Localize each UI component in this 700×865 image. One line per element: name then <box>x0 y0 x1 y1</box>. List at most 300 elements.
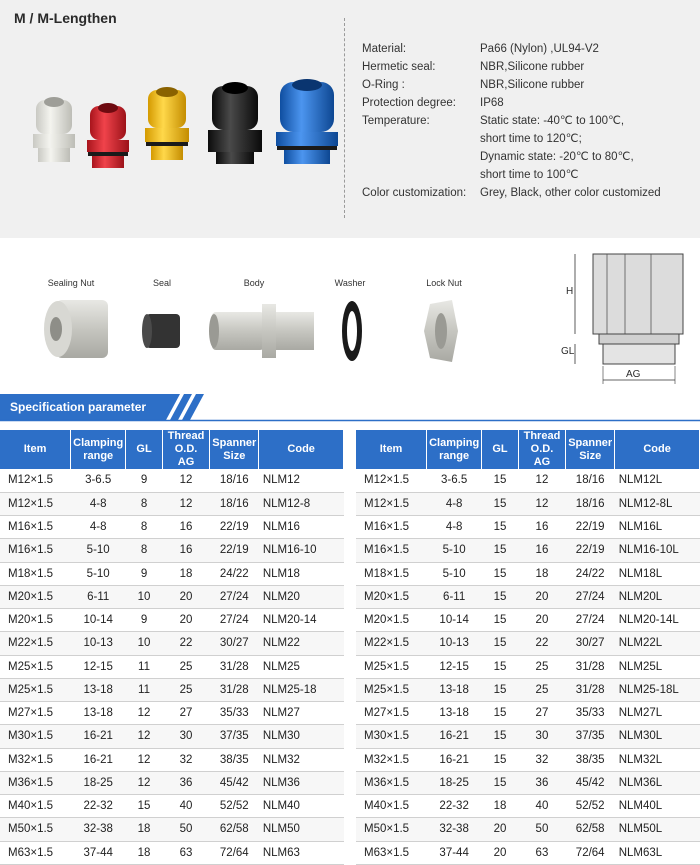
cell-code: NLM12-8 <box>259 492 344 515</box>
property-row <box>362 76 680 94</box>
header-gl: GL <box>482 430 519 469</box>
cell-clamping-range: 3-6.5 <box>427 469 482 492</box>
cell-clamping-range: 5-10 <box>427 562 482 585</box>
cell-gl: 15 <box>482 516 519 539</box>
cell-spanner-size: 72/64 <box>210 841 259 864</box>
cell-gl: 10 <box>126 632 163 655</box>
cell-spanner-size: 18/16 <box>566 492 615 515</box>
cell-item: M36×1.5 <box>356 771 427 794</box>
table-row <box>0 725 344 748</box>
cell-clamping-range: 4-8 <box>427 492 482 515</box>
cell-gl: 15 <box>482 539 519 562</box>
cell-item: M12×1.5 <box>0 492 71 515</box>
cell-gl: 15 <box>126 795 163 818</box>
cell-clamping-range: 37-44 <box>71 841 126 864</box>
cell-code: NLM12L <box>615 469 700 492</box>
cell-item: M40×1.5 <box>356 795 427 818</box>
property-row <box>362 94 680 112</box>
cell-spanner-size: 27/24 <box>566 609 615 632</box>
cell-clamping-range: 13-18 <box>427 678 482 701</box>
table-header-row <box>356 430 700 469</box>
cell-gl: 12 <box>126 725 163 748</box>
cell-gl: 10 <box>126 585 163 608</box>
table-row <box>0 562 344 585</box>
header-thread-od: Thread O.D. AG <box>518 430 565 469</box>
property-value: Dynamic state: -20℃ to 80℃, <box>480 151 634 163</box>
property-value: short time to 120℃; <box>480 133 582 145</box>
table-row <box>356 678 700 701</box>
table-row <box>0 492 344 515</box>
cell-spanner-size: 18/16 <box>566 469 615 492</box>
property-row <box>362 148 680 166</box>
cell-gl: 15 <box>482 655 519 678</box>
cell-spanner-size: 37/35 <box>566 725 615 748</box>
cell-code: NLM20 <box>259 585 344 608</box>
cell-gl: 20 <box>482 818 519 841</box>
cell-clamping-range: 10-14 <box>427 609 482 632</box>
cell-code: NLM16 <box>259 516 344 539</box>
cell-item: M30×1.5 <box>0 725 71 748</box>
table-row <box>0 516 344 539</box>
cell-clamping-range: 4-8 <box>427 516 482 539</box>
cell-item: M18×1.5 <box>0 562 71 585</box>
cell-clamping-range: 12-15 <box>71 655 126 678</box>
cell-thread-od: 20 <box>518 585 565 608</box>
cell-item: M36×1.5 <box>0 771 71 794</box>
cell-gl: 15 <box>482 609 519 632</box>
cell-gl: 15 <box>482 771 519 794</box>
cell-spanner-size: 18/16 <box>210 469 259 492</box>
cell-code: NLM63 <box>259 841 344 864</box>
cell-clamping-range: 13-18 <box>71 678 126 701</box>
table-row <box>356 609 700 632</box>
table-row <box>0 795 344 818</box>
property-list <box>362 40 680 202</box>
table-row <box>356 562 700 585</box>
cell-item: M32×1.5 <box>0 748 71 771</box>
yellow-gland <box>145 87 189 160</box>
table-row <box>356 632 700 655</box>
cell-clamping-range: 10-13 <box>71 632 126 655</box>
cell-thread-od: 12 <box>162 469 209 492</box>
property-label: Protection degree: <box>362 97 456 109</box>
table-row <box>0 748 344 771</box>
cell-code: NLM22 <box>259 632 344 655</box>
property-value: Pa66 (Nylon) ,UL94-V2 <box>480 43 599 55</box>
cell-code: NLM36L <box>615 771 700 794</box>
cell-spanner-size: 24/22 <box>566 562 615 585</box>
part-label-washer: Washer <box>334 278 366 288</box>
table-row <box>356 771 700 794</box>
header-spanner-size: Spanner Size <box>566 430 615 469</box>
product-overview-panel <box>0 0 700 238</box>
table-row <box>0 609 344 632</box>
cell-clamping-range: 16-21 <box>71 725 126 748</box>
lock-nut-part <box>424 300 458 362</box>
cell-spanner-size: 18/16 <box>210 492 259 515</box>
part-label-body: Body <box>243 278 265 288</box>
exploded-parts-illustration <box>0 290 480 380</box>
table-row <box>0 841 344 864</box>
cell-code: NLM27L <box>615 702 700 725</box>
cell-gl: 15 <box>482 678 519 701</box>
table-row <box>0 539 344 562</box>
property-value: Grey, Black, other color customized <box>480 187 661 199</box>
table-row <box>0 655 344 678</box>
cell-item: M20×1.5 <box>0 585 71 608</box>
cell-item: M63×1.5 <box>0 841 71 864</box>
property-row <box>362 58 680 76</box>
property-row <box>362 166 680 184</box>
cell-spanner-size: 27/24 <box>210 585 259 608</box>
table-row <box>0 585 344 608</box>
table-row <box>356 492 700 515</box>
cell-spanner-size: 37/35 <box>210 725 259 748</box>
property-value: IP68 <box>480 97 504 109</box>
cell-spanner-size: 27/24 <box>566 585 615 608</box>
cell-spanner-size: 22/19 <box>210 539 259 562</box>
cell-item: M50×1.5 <box>356 818 427 841</box>
cell-thread-od: 25 <box>518 678 565 701</box>
cell-gl: 12 <box>126 702 163 725</box>
cell-code: NLM50 <box>259 818 344 841</box>
blue-gland <box>276 79 338 164</box>
cell-item: M27×1.5 <box>356 702 427 725</box>
cell-spanner-size: 31/28 <box>566 678 615 701</box>
cell-code: NLM25 <box>259 655 344 678</box>
cell-thread-od: 63 <box>162 841 209 864</box>
cell-code: NLM25-18 <box>259 678 344 701</box>
cell-thread-od: 50 <box>518 818 565 841</box>
cell-code: NLM18 <box>259 562 344 585</box>
cell-spanner-size: 62/58 <box>210 818 259 841</box>
dimension-gl-label: GL <box>561 346 575 357</box>
seal-part <box>142 314 180 348</box>
cell-spanner-size: 72/64 <box>566 841 615 864</box>
cell-item: M18×1.5 <box>356 562 427 585</box>
cell-thread-od: 63 <box>518 841 565 864</box>
cell-gl: 9 <box>126 609 163 632</box>
part-label-lock-nut: Lock Nut <box>426 278 462 288</box>
cell-gl: 18 <box>482 795 519 818</box>
cell-spanner-size: 38/35 <box>210 748 259 771</box>
cell-clamping-range: 4-8 <box>71 492 126 515</box>
cell-clamping-range: 37-44 <box>427 841 482 864</box>
table-row <box>0 702 344 725</box>
cell-spanner-size: 45/42 <box>210 771 259 794</box>
cell-code: NLM20-14L <box>615 609 700 632</box>
cell-code: NLM27 <box>259 702 344 725</box>
page-title: M / M-Lengthen <box>14 10 117 26</box>
cell-gl: 9 <box>126 469 163 492</box>
cell-item: M16×1.5 <box>356 516 427 539</box>
cell-code: NLM16-10L <box>615 539 700 562</box>
cell-clamping-range: 3-6.5 <box>71 469 126 492</box>
cell-thread-od: 25 <box>162 678 209 701</box>
cell-code: NLM30L <box>615 725 700 748</box>
table-header-row <box>0 430 344 469</box>
cell-code: NLM12 <box>259 469 344 492</box>
table-row <box>356 702 700 725</box>
header-spanner-size: Spanner Size <box>210 430 259 469</box>
table-row <box>356 516 700 539</box>
cell-spanner-size: 38/35 <box>566 748 615 771</box>
header-clamping-range: Clamping range <box>427 430 482 469</box>
table-row <box>356 585 700 608</box>
property-label: Hermetic seal: <box>362 61 436 73</box>
cell-thread-od: 16 <box>162 539 209 562</box>
cell-gl: 8 <box>126 516 163 539</box>
cell-spanner-size: 22/19 <box>566 516 615 539</box>
cell-item: M20×1.5 <box>0 609 71 632</box>
cell-item: M22×1.5 <box>0 632 71 655</box>
cell-clamping-range: 5-10 <box>71 562 126 585</box>
cell-clamping-range: 13-18 <box>71 702 126 725</box>
cell-spanner-size: 30/27 <box>566 632 615 655</box>
cell-thread-od: 16 <box>518 539 565 562</box>
property-label: Temperature: <box>362 115 430 127</box>
table-row <box>356 841 700 864</box>
cell-thread-od: 30 <box>518 725 565 748</box>
cell-code: NLM63L <box>615 841 700 864</box>
cell-thread-od: 36 <box>518 771 565 794</box>
property-label <box>362 130 480 148</box>
cell-item: M16×1.5 <box>0 539 71 562</box>
table-row <box>0 469 344 492</box>
cell-thread-od: 12 <box>518 469 565 492</box>
table-row <box>356 655 700 678</box>
cell-code: NLM16L <box>615 516 700 539</box>
cell-clamping-range: 13-18 <box>427 702 482 725</box>
cell-spanner-size: 22/19 <box>566 539 615 562</box>
table-row <box>0 818 344 841</box>
cell-item: M25×1.5 <box>0 678 71 701</box>
property-row <box>362 130 680 148</box>
cell-item: M12×1.5 <box>0 469 71 492</box>
cell-code: NLM40 <box>259 795 344 818</box>
cell-clamping-range: 6-11 <box>71 585 126 608</box>
cell-code: NLM32 <box>259 748 344 771</box>
cell-thread-od: 18 <box>518 562 565 585</box>
cell-gl: 15 <box>482 585 519 608</box>
cell-thread-od: 32 <box>518 748 565 771</box>
cell-clamping-range: 22-32 <box>427 795 482 818</box>
header-item: Item <box>0 430 71 469</box>
cell-gl: 15 <box>482 632 519 655</box>
cell-thread-od: 20 <box>162 585 209 608</box>
cell-spanner-size: 27/24 <box>210 609 259 632</box>
cell-clamping-range: 18-25 <box>71 771 126 794</box>
cell-thread-od: 22 <box>162 632 209 655</box>
cell-gl: 8 <box>126 539 163 562</box>
cell-clamping-range: 18-25 <box>427 771 482 794</box>
cell-thread-od: 12 <box>162 492 209 515</box>
cell-spanner-size: 31/28 <box>566 655 615 678</box>
cell-item: M20×1.5 <box>356 585 427 608</box>
cell-spanner-size: 35/33 <box>566 702 615 725</box>
header-clamping-range: Clamping range <box>71 430 126 469</box>
cell-thread-od: 27 <box>518 702 565 725</box>
cell-gl: 15 <box>482 469 519 492</box>
cell-thread-od: 40 <box>162 795 209 818</box>
cell-clamping-range: 16-21 <box>427 725 482 748</box>
cell-gl: 8 <box>126 492 163 515</box>
table-row <box>0 771 344 794</box>
cell-code: NLM40L <box>615 795 700 818</box>
property-label: Color customization: <box>362 187 467 199</box>
header-item: Item <box>356 430 427 469</box>
cell-spanner-size: 52/52 <box>210 795 259 818</box>
cell-item: M32×1.5 <box>356 748 427 771</box>
cell-clamping-range: 10-13 <box>427 632 482 655</box>
cell-clamping-range: 22-32 <box>71 795 126 818</box>
cell-item: M16×1.5 <box>356 539 427 562</box>
table-row <box>0 632 344 655</box>
cell-item: M16×1.5 <box>0 516 71 539</box>
cell-thread-od: 27 <box>162 702 209 725</box>
cell-code: NLM25-18L <box>615 678 700 701</box>
cell-gl: 12 <box>126 748 163 771</box>
cell-code: NLM50L <box>615 818 700 841</box>
cell-spanner-size: 62/58 <box>566 818 615 841</box>
header-thread-od: Thread O.D. AG <box>162 430 209 469</box>
table-row <box>356 539 700 562</box>
cell-thread-od: 22 <box>518 632 565 655</box>
dimension-ag-label: AG <box>626 369 641 380</box>
cell-gl: 15 <box>482 492 519 515</box>
property-row <box>362 112 680 130</box>
cell-spanner-size: 45/42 <box>566 771 615 794</box>
sealing-nut-part <box>44 300 108 358</box>
property-value: Static state: -40℃ to 100℃, <box>480 115 625 127</box>
table-row <box>0 678 344 701</box>
property-row <box>362 184 680 202</box>
spec-title: Specification parameter <box>10 400 147 414</box>
cell-code: NLM32L <box>615 748 700 771</box>
washer-part <box>342 301 362 361</box>
header-code: Code <box>615 430 700 469</box>
cell-code: NLM20-14 <box>259 609 344 632</box>
cell-clamping-range: 32-38 <box>71 818 126 841</box>
cell-thread-od: 30 <box>162 725 209 748</box>
cell-gl: 18 <box>126 841 163 864</box>
part-label-seal: Seal <box>152 278 171 288</box>
cell-code: NLM20L <box>615 585 700 608</box>
cell-item: M27×1.5 <box>0 702 71 725</box>
spec-table-lengthen <box>356 430 700 865</box>
cell-clamping-range: 16-21 <box>71 748 126 771</box>
cell-item: M40×1.5 <box>0 795 71 818</box>
cell-clamping-range: 32-38 <box>427 818 482 841</box>
property-label: Material: <box>362 43 407 55</box>
cell-item: M22×1.5 <box>356 632 427 655</box>
cell-spanner-size: 24/22 <box>210 562 259 585</box>
table-row <box>356 795 700 818</box>
cell-thread-od: 18 <box>162 562 209 585</box>
cell-gl: 11 <box>126 655 163 678</box>
cell-spanner-size: 31/28 <box>210 655 259 678</box>
cell-clamping-range: 5-10 <box>427 539 482 562</box>
black-gland <box>208 82 262 164</box>
cell-clamping-range: 4-8 <box>71 516 126 539</box>
table-row <box>356 469 700 492</box>
cell-item: M12×1.5 <box>356 492 427 515</box>
cell-gl: 12 <box>126 771 163 794</box>
cell-spanner-size: 35/33 <box>210 702 259 725</box>
cell-gl: 15 <box>482 748 519 771</box>
cell-clamping-range: 10-14 <box>71 609 126 632</box>
cell-thread-od: 50 <box>162 818 209 841</box>
dimension-h-label: H <box>566 286 574 297</box>
cell-thread-od: 20 <box>162 609 209 632</box>
property-row <box>362 40 680 58</box>
cell-thread-od: 25 <box>162 655 209 678</box>
cell-spanner-size: 52/52 <box>566 795 615 818</box>
cable-gland-photo <box>30 70 340 190</box>
header-gl: GL <box>126 430 163 469</box>
cell-clamping-range: 6-11 <box>427 585 482 608</box>
cell-code: NLM36 <box>259 771 344 794</box>
property-label <box>362 148 480 166</box>
cell-spanner-size: 22/19 <box>210 516 259 539</box>
cell-thread-od: 25 <box>518 655 565 678</box>
cell-gl: 15 <box>482 562 519 585</box>
cell-gl: 15 <box>482 702 519 725</box>
dashed-divider <box>344 18 345 218</box>
property-value: short time to 100℃ <box>480 169 579 181</box>
cell-code: NLM25L <box>615 655 700 678</box>
cell-code: NLM22L <box>615 632 700 655</box>
cell-thread-od: 32 <box>162 748 209 771</box>
cell-spanner-size: 30/27 <box>210 632 259 655</box>
cell-item: M12×1.5 <box>356 469 427 492</box>
cell-thread-od: 16 <box>518 516 565 539</box>
property-label <box>362 166 480 184</box>
red-gland <box>87 103 129 168</box>
property-value: NBR,Silicone rubber <box>480 61 585 73</box>
cell-item: M50×1.5 <box>0 818 71 841</box>
cell-code: NLM18L <box>615 562 700 585</box>
property-value: NBR,Silicone rubber <box>480 79 585 91</box>
cell-item: M25×1.5 <box>0 655 71 678</box>
cell-gl: 9 <box>126 562 163 585</box>
cell-gl: 15 <box>482 725 519 748</box>
cell-code: NLM12-8L <box>615 492 700 515</box>
cell-clamping-range: 12-15 <box>427 655 482 678</box>
cell-item: M20×1.5 <box>356 609 427 632</box>
cell-thread-od: 36 <box>162 771 209 794</box>
table-row <box>356 748 700 771</box>
cell-spanner-size: 31/28 <box>210 678 259 701</box>
cell-item: M63×1.5 <box>356 841 427 864</box>
cell-clamping-range: 16-21 <box>427 748 482 771</box>
cell-code: NLM30 <box>259 725 344 748</box>
cell-item: M25×1.5 <box>356 655 427 678</box>
cell-item: M30×1.5 <box>356 725 427 748</box>
grey-gland <box>33 97 75 162</box>
spec-table-standard <box>0 430 344 865</box>
cell-thread-od: 16 <box>162 516 209 539</box>
cell-thread-od: 20 <box>518 609 565 632</box>
cell-thread-od: 12 <box>518 492 565 515</box>
body-part <box>209 304 314 358</box>
property-label: O-Ring : <box>362 79 405 91</box>
cell-gl: 11 <box>126 678 163 701</box>
cell-thread-od: 40 <box>518 795 565 818</box>
cell-gl: 20 <box>482 841 519 864</box>
cell-item: M25×1.5 <box>356 678 427 701</box>
cell-clamping-range: 5-10 <box>71 539 126 562</box>
